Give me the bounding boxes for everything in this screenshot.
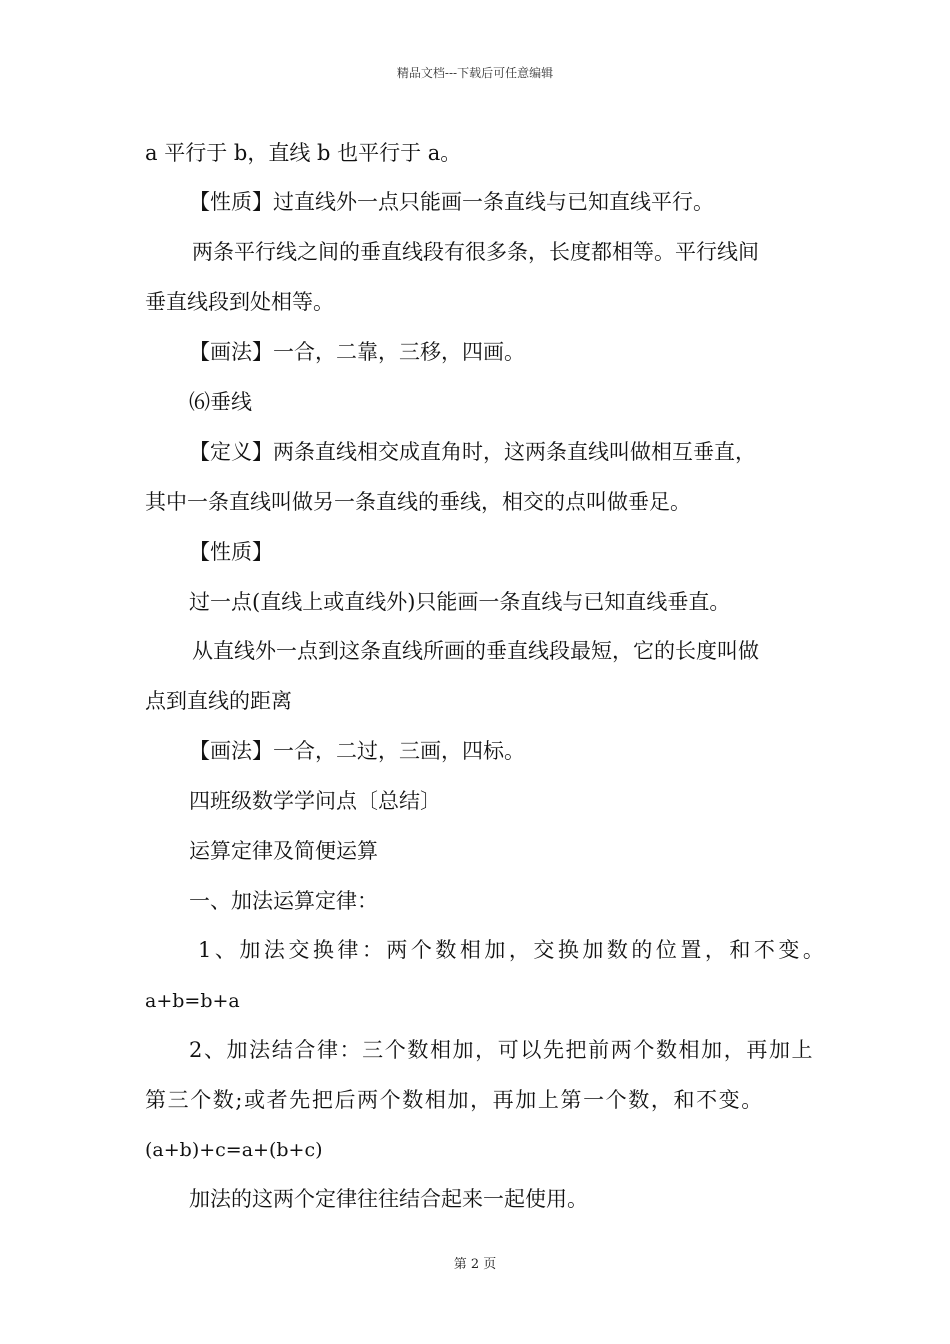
- section-heading-perpendicular: ⑹垂线: [189, 390, 252, 414]
- section-heading-addition-laws: 一、加法运算定律：: [189, 889, 378, 913]
- text-line-associative-law: 2、加法结合律：三个数相加，可以先把前两个数相加，再加上: [189, 1038, 815, 1062]
- section-heading-grade4-summary: 四班级数学学问点〔总结〕: [189, 789, 441, 813]
- text-line-combined-use: 加法的这两个定律往往结合起来一起使用。: [189, 1187, 588, 1211]
- text-line-shortest-segment-cont: 点到直线的距离: [145, 689, 292, 713]
- page-header-watermark: 精品文档---下载后可任意编辑: [396, 66, 554, 80]
- text-line-perpendicular-drawing: 【画法】一合，二过，三画，四标。: [189, 739, 525, 763]
- text-line-parallel-symmetry: a 平行于 b，直线 b 也平行于 a。: [145, 141, 462, 165]
- section-heading-operation-laws: 运算定律及简便运算: [189, 839, 378, 863]
- text-line-associative-law-cont: 第三个数;或者先把后两个数相加，再加上第一个数，和不变。: [145, 1088, 764, 1112]
- text-line-commutative-law: 1、加法交换律：两个数相加，交换加数的位置，和不变。: [198, 938, 828, 962]
- formula-commutative: a+b=b+a: [145, 990, 240, 1012]
- text-line-shortest-segment: 从直线外一点到这条直线所画的垂直线段最短，它的长度叫做: [192, 639, 759, 663]
- text-line-parallel-segments: 两条平行线之间的垂直线段有很多条，长度都相等。平行线间: [192, 240, 759, 264]
- text-line-perpendicular-property: 过一点(直线上或直线外)只能画一条直线与已知直线垂直。: [189, 590, 731, 614]
- page-number: 第 2 页: [453, 1257, 497, 1272]
- text-line-perpendicular-definition-cont: 其中一条直线叫做另一条直线的垂线，相交的点叫做垂足。: [145, 490, 691, 514]
- text-line-parallel-property: 【性质】过直线外一点只能画一条直线与已知直线平行。: [189, 190, 714, 214]
- text-line-perpendicular-definition: 【定义】两条直线相交成直角时，这两条直线叫做相互垂直，: [189, 440, 756, 464]
- formula-associative: (a+b)+c=a+(b+c): [145, 1139, 323, 1161]
- text-line-perpendicular-property-label: 【性质】: [189, 540, 273, 564]
- text-line-parallel-segments-cont: 垂直线段到处相等。: [145, 290, 334, 314]
- text-line-parallel-drawing: 【画法】一合，二靠，三移，四画。: [189, 340, 525, 364]
